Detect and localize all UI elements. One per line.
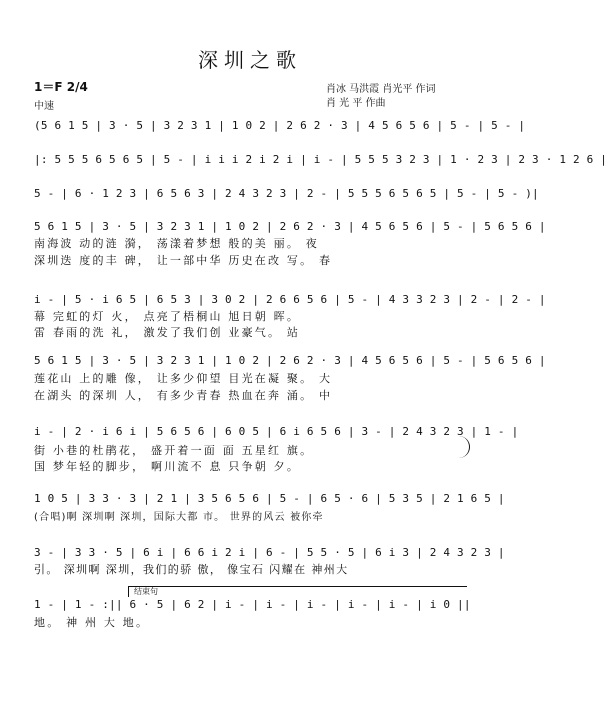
- notation-line: i - | 2 · i 6 i | 5 6 5 6 | 6 0 5 | 6 i 6 5 6 | 3 - | 2 4 3 2 3 | 1 - |: [34, 425, 519, 438]
- score-row-9: [34, 545, 505, 563]
- lyric-line: 南海波 动的涟 漪， 荡漾着梦想 般的美 丽。 夜: [34, 237, 319, 250]
- ending-label: 结束句: [134, 587, 158, 596]
- key-signature: 1＝F 2/4: [34, 80, 88, 94]
- notation-line: 5 6 1 5 | 3 · 5 | 3 2 3 1 | 1 0 2 | 2 6 2 · 3 | 4 5 6 5 6 | 5 - | 5 6 5 6 |: [34, 354, 546, 367]
- notation-line: |: 5 5 5 6 5 6 5 | 5 - | i i i 2 i 2 i | i - | 5 5 5 3 2 3 | 1 · 2 3 | 2 3 · 1 2 6 |: [34, 153, 607, 166]
- lyric-line: 深圳迭 度的丰 碑， 让一部中华 历史在改 写。 春: [34, 254, 333, 267]
- score-row-5: [34, 292, 546, 310]
- score-row-1: [34, 118, 526, 136]
- score-row-6: [34, 353, 546, 371]
- notation-line: 1 - | 1 - :|| 6 · 5 | 6 2 | i - | i - | i - | i - | i - | i 0 ||: [34, 598, 471, 611]
- score-row-3: [34, 186, 539, 204]
- lyric-line: 街 小巷的杜鹃花， 盛开着一面 面 五星红 旗。: [34, 444, 314, 457]
- notation-line: (5 6 1 5 | 3 · 5 | 3 2 3 1 | 1 0 2 | 2 6 2 · 3 | 4 5 6 5 6 | 5 - | 5 - |: [34, 119, 526, 132]
- notation-line: 5 6 1 5 | 3 · 5 | 3 2 3 1 | 1 0 2 | 2 6 2 · 3 | 4 5 6 5 6 | 5 - | 5 6 5 6 |: [34, 220, 546, 233]
- lyric-line: 在湖头 的深圳 人， 有多少青春 热血在奔 涌。 中: [34, 389, 333, 402]
- song-title: 深圳之歌: [198, 48, 302, 72]
- lyric-line: 莲花山 上的雕 像， 让多少仰望 目光在凝 聚。 大: [34, 372, 333, 385]
- lyric-line: 国 梦年轻的脚步， 啊川流不 息 只争朝 夕。: [34, 460, 301, 473]
- lyric-line: 引。 深圳啊 深圳，我们的骄 傲， 像宝石 闪耀在 神州大: [34, 563, 349, 576]
- lyric-line: 雷 春雨的洗 礼， 激发了我们创 业豪气。 站: [34, 326, 301, 339]
- lyric-line: 地。 神 州 大 地。: [34, 616, 150, 629]
- notation-line: 5 - | 6 · 1 2 3 | 6 5 6 3 | 2 4 3 2 3 | 2 - | 5 5 5 6 5 6 5 | 5 - | 5 - )|: [34, 187, 539, 200]
- score-row-7: [34, 424, 519, 442]
- score-row-4: [34, 219, 546, 237]
- score-row-10: [34, 597, 471, 615]
- score-row-2: [34, 152, 607, 170]
- bracket-mark: [459, 436, 470, 458]
- lyric-line: 幕 完虹的灯 火， 点亮了梧桐山 旭日朝 晖。: [34, 310, 301, 323]
- ending-bracket: [128, 586, 467, 597]
- notation-line: 1 0 5 | 3 3 · 3 | 2 1 | 3 5 6 5 6 | 5 - | 6 5 · 6 | 5 3 5 | 2 1 6 5 |: [34, 492, 505, 505]
- notation-line: i - | 5 · i 6 5 | 6 5 3 | 3 0 2 | 2 6 6 5 6 | 5 - | 4 3 3 2 3 | 2 - | 2 - |: [34, 293, 546, 306]
- composer-credit: 肖 光 平 作曲: [326, 98, 386, 109]
- notation-line: 3 - | 3 3 · 5 | 6 i | 6 6 i 2 i | 6 - | 5 5 · 5 | 6 i 3 | 2 4 3 2 3 |: [34, 546, 505, 559]
- score-row-8: [34, 491, 505, 509]
- tempo-marking: 中速: [34, 101, 54, 112]
- lyric-line: (合唱)啊 深圳啊 深圳，国际大都 市。 世界的风云 被你牵: [34, 512, 324, 523]
- lyricist-credit: 肖冰 马洪霞 肖光平 作词: [326, 84, 436, 95]
